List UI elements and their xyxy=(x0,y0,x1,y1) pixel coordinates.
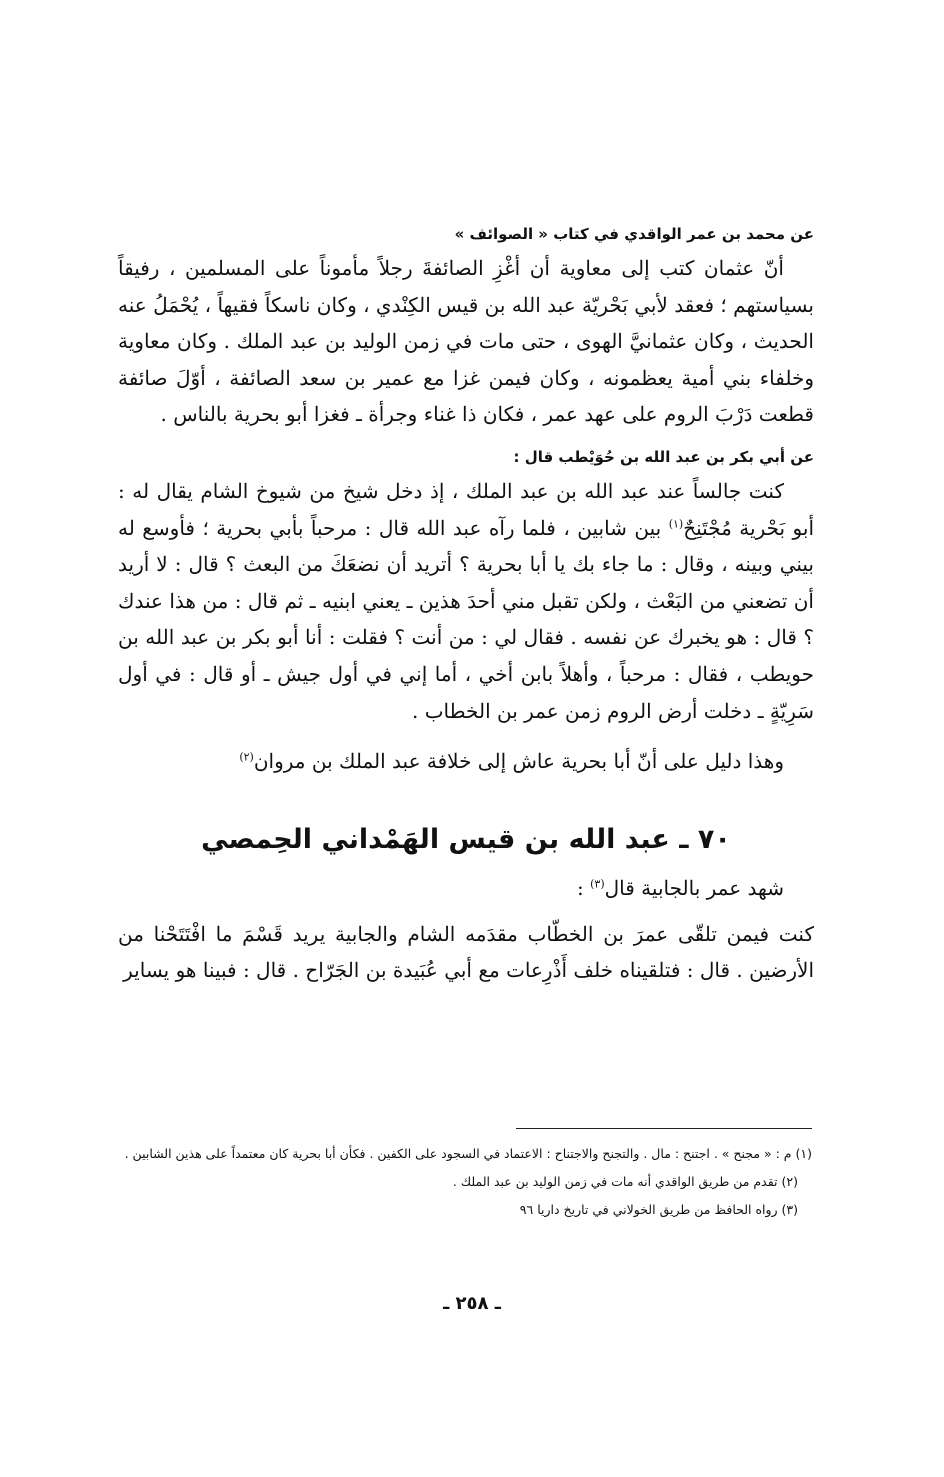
narration-part-1: كنت جالساً عند عبد الله بن عبد الملك ، إذ دخل شيخ من شيوخ الشام يقال له : أبو بَحْرية مُجْتَنِحٌ xyxy=(118,478,815,540)
conclusion-text: وهذا دليل على أنّ أبا بحرية عاش إلى خلافة عبد الملك بن مروان xyxy=(253,749,784,774)
source-line-abu-bakr: عن أبي بكر بن عبد الله بن حُوَيْطب قال : xyxy=(513,447,814,466)
section-intro xyxy=(118,870,784,906)
footnote-ref-2: (٢) xyxy=(239,750,254,764)
paragraph-narration xyxy=(118,473,814,729)
footnote-3: (٣) رواه الحافظ من طريق الخولاني في تاريخ داريا ٩٦ xyxy=(519,1202,798,1217)
section-heading: ٧٠ ـ عبد الله بن قيس الهَمْداني الحِمصي xyxy=(201,823,731,855)
footnote-separator xyxy=(516,1128,812,1129)
intro-text: شهد عمر بالجابية قال xyxy=(604,875,784,900)
intro-colon: : xyxy=(577,875,591,900)
paragraph-section-narration: كنت فيمن تلقّى عمرَ بن الخطّاب مقدَمه الشام والجابية يريد قَسْمَ ما افْتَتَحْنا من الأرضين . قال : فتلقيناه خلف أَذْرِعات مع أبي عُبَيدة بن الجَرّاح . قال : فبينا هو يساير xyxy=(118,921,814,983)
footnote-2: (٢) تقدم من طريق الواقدي أنه مات في زمن الوليد بن عبد الملك . xyxy=(452,1174,798,1189)
footnote-ref-3: (٣) xyxy=(590,877,605,891)
narration-part-2: بين شابين ، فلما رآه عبد الله قال : مرحباً بأبي بحرية ؛ فأوسع له بيني وبينه ، وقال : ما جاء بك يا أبا بحرية ؟ أتريد أن نضعَكَ من البعث ؟ قال : لا أريد أن تضعني من البَعْث ، ولكن تقبل مني أحدَ هذين ـ يعني ابنيه ـ ثم قال : من هذا عندك ؟ قال : هو يخبرك عن نفسه . فقال لي : من أنت ؟ فقلت : أنا أبو بكر بن عبد الله بن حويطب ، فقال : مرحباً ، وأهلاً بابن أخي ، أما إني في أول جيش ـ أو قال : في أول سَرِيّةٍ ـ دخلت أرض الروم زمن عمر بن الخطاب . xyxy=(118,515,814,723)
footnote-1: (١) م : « مجنح » . اجتنح : مال . والتجنح والاجتناح : الاعتماد في السجود على الكفين . فكأن أبا بحرية كان معتمداً على هذين الشابين . xyxy=(124,1146,812,1161)
footnotes xyxy=(118,1140,812,1224)
paragraph-abu-bahriya-biography: أنّ عثمان كتب إلى معاوية أن أغْزِ الصائفةَ رجلاً مأموناً على المسلمين ، رفيقاً بسياستهم ؛ فعقد لأبي بَحْريّة عبد الله بن قيس الكِنْدي ، وكان ناسكاً فقيهاً ، يُحْمَلُ عنه الحديث ، وكان عثمانيَّ الهوى ، حتى مات في زمن الوليد بن عبد الملك . وكان معاوية وخلفاء بني أمية يعظمونه ، وكان فيمن غزا مع عمير بن سعد الصائفة ، أوّلَ صائفة قطعت دَرْبَ الروم على عهد عمر ، فكان ذا غناء وجرأة ـ فغزا أبو بحرية بالناس . xyxy=(118,256,814,427)
page-body xyxy=(118,222,814,989)
source-line-waqidi: عن محمد بن عمر الواقدي في كتاب « الصوائف » xyxy=(454,225,814,243)
footnote-ref-1: (١) xyxy=(668,516,684,530)
paragraph-conclusion xyxy=(118,743,814,780)
page-number: ـ ٢٥٨ ـ xyxy=(443,1293,501,1314)
